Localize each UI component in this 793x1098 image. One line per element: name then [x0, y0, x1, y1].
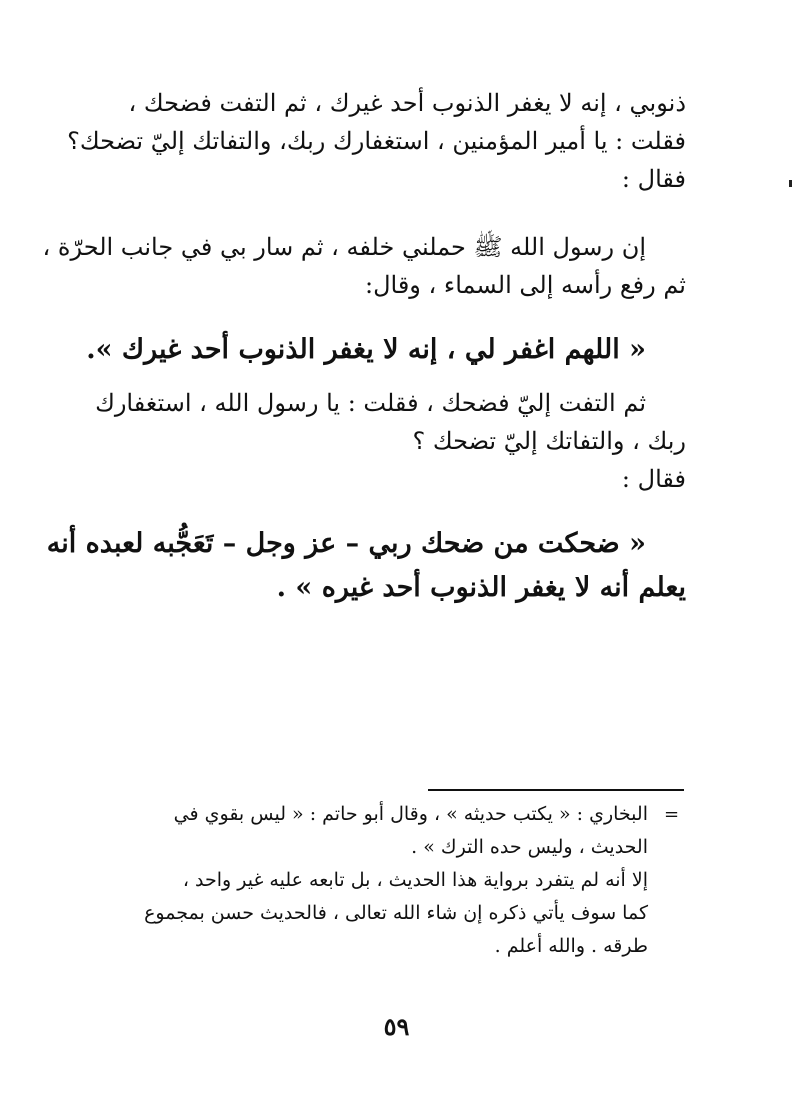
text-line: إن رسول الله ﷺ حملني خلفه ، ثم سار بي في جانب الحرّة ،	[42, 233, 646, 261]
footnote-line: الحديث ، وليس حده الترك » .	[411, 836, 648, 858]
page-number: ٥٩	[383, 1012, 410, 1041]
text-line: ربك ، والتفاتك إليّ تضحك ؟	[412, 427, 686, 455]
footnote-line: البخاري : « يكتب حديثه » ، وقال أبو حاتم : « ليس بقوي في	[173, 803, 648, 825]
quote-line: « ضحكت من ضحك ربي – عز وجل – تَعَجُّبه لعبده أنه	[46, 528, 646, 559]
text-line: ذنوبي ، إنه لا يغفر الذنوب أحد غيرك ، ثم التفت فضحك ،	[128, 89, 686, 117]
margin-mark	[789, 180, 792, 187]
quote-line: « اللهم اغفر لي ، إنه لا يغفر الذنوب أحد غيرك ».	[86, 334, 646, 365]
footnote-line: كما سوف يأتي ذكره إن شاء الله تعالى ، فالحديث حسن بمجموع	[144, 902, 648, 924]
paragraph-3	[95, 384, 686, 498]
paragraph-2	[42, 228, 686, 304]
paragraph-1	[67, 84, 686, 198]
text-line: فقلت : يا أمير المؤمنين ، استغفارك ربك، والتفاتك إليّ تضحك؟	[67, 127, 686, 155]
footnote-line: إلا أنه لم يتفرد برواية هذا الحديث ، بل تابعه عليه غير واحد ،	[182, 869, 648, 891]
footnote-separator	[428, 789, 684, 791]
text-line: فقال :	[621, 465, 686, 493]
text-line: فقال :	[621, 165, 686, 193]
footnote	[112, 798, 648, 963]
prophetic-quote-2	[46, 522, 686, 610]
quote-line: يعلم أنه لا يغفر الذنوب أحد غيره » .	[276, 572, 686, 603]
prophetic-quote-1	[86, 328, 686, 372]
footnote-line: طرقه . والله أعلم .	[494, 935, 648, 957]
footnote-continuation-marker: =	[664, 804, 680, 825]
text-line: ثم التفت إليّ فضحك ، فقلت : يا رسول الله ، استغفارك	[95, 389, 646, 417]
text-line: ثم رفع رأسه إلى السماء ، وقال:	[365, 271, 686, 299]
